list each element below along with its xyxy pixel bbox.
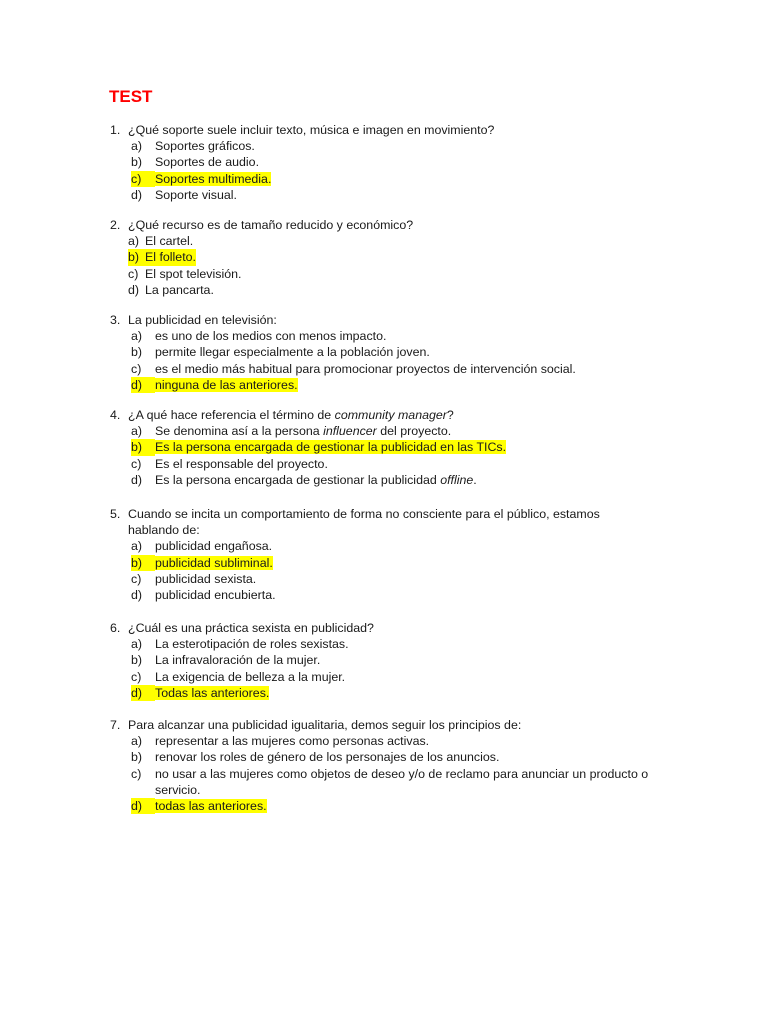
option-letter: b) <box>131 345 143 360</box>
option-text: es el medio más habitual para promocionar proyectos de intervención social. <box>155 361 576 376</box>
answer-option <box>110 733 670 749</box>
option-text: publicidad encubierta. <box>155 588 276 603</box>
answer-option <box>110 361 670 377</box>
option-letter: b) <box>128 250 140 265</box>
option-letter: d) <box>131 798 155 814</box>
answer-option <box>110 456 670 472</box>
option-text: La pancarta. <box>145 282 214 297</box>
answer-option <box>110 571 670 587</box>
option-text: El folleto. <box>145 250 196 265</box>
answer-option <box>110 749 670 765</box>
answer-option-correct <box>110 439 670 455</box>
option-text: Soportes multimedia. <box>155 171 272 186</box>
option-text: Es el responsable del proyecto. <box>155 456 328 471</box>
option-letter: d) <box>131 588 143 603</box>
answer-option <box>110 138 670 154</box>
answer-option-correct <box>110 377 670 393</box>
question-number: 7. <box>110 718 121 732</box>
question-text: ¿Qué soporte suele incluir texto, música e imagen en movimiento? <box>128 123 495 137</box>
answer-option <box>110 766 670 798</box>
question-number: 5. <box>110 507 121 521</box>
question-text: Cuando se incita un comportamiento de forma no consciente para el público, estamos hablando de: <box>128 507 600 538</box>
option-text: ninguna de las anteriores. <box>155 377 298 392</box>
option-letter: a) <box>131 329 143 344</box>
option-text: todas las anteriores. <box>155 799 267 814</box>
option-text: representar a las mujeres como personas activas. <box>155 734 430 749</box>
answer-option <box>110 472 670 488</box>
option-text: renovar los roles de género de los personajes de los anuncios. <box>155 750 500 765</box>
option-text: es uno de los medios con menos impacto. <box>155 329 387 344</box>
option-letter: b) <box>131 555 155 571</box>
question-3 <box>110 312 670 393</box>
option-letter: b) <box>131 439 155 455</box>
option-letter: a) <box>131 424 143 439</box>
answer-option <box>110 652 670 668</box>
option-letter: d) <box>131 472 143 487</box>
question-number: 4. <box>110 408 121 422</box>
option-text: La esterotipación de roles sexistas. <box>155 637 349 652</box>
answer-option <box>110 636 670 652</box>
option-letter: d) <box>128 282 140 297</box>
option-text: no usar a las mujeres como objetos de deseo y/o de reclamo para anunciar un producto o servicio. <box>155 766 649 797</box>
question-7 <box>110 717 670 814</box>
answer-option <box>110 266 670 282</box>
answer-option <box>110 423 670 439</box>
option-letter: c) <box>131 171 155 187</box>
option-text: El spot televisión. <box>145 266 242 281</box>
answer-option-correct <box>110 249 670 265</box>
option-text: Se denomina así a la persona influencer del proyecto. <box>155 424 452 439</box>
option-letter: d) <box>131 187 143 202</box>
option-letter: b) <box>131 750 143 765</box>
answer-option <box>110 669 670 685</box>
answer-option <box>110 233 670 249</box>
option-letter: a) <box>131 539 143 554</box>
option-letter: c) <box>131 361 142 376</box>
question-number: 2. <box>110 218 121 232</box>
question-1 <box>110 122 670 203</box>
question-5 <box>110 506 670 603</box>
question-4 <box>110 407 670 488</box>
question-text: ¿Cuál es una práctica sexista en publicidad? <box>128 621 374 635</box>
question-2 <box>110 217 670 298</box>
option-text: Soporte visual. <box>155 187 237 202</box>
answer-option <box>110 587 670 603</box>
option-letter: c) <box>131 766 142 781</box>
option-text: Soportes gráficos. <box>155 139 255 154</box>
option-text: publicidad sexista. <box>155 571 257 586</box>
option-text: Es la persona encargada de gestionar la publicidad offline. <box>155 472 477 487</box>
question-text: Para alcanzar una publicidad igualitaria, demos seguir los principios de: <box>128 718 522 732</box>
answer-option <box>110 154 670 170</box>
question-text: La publicidad en televisión: <box>128 313 277 327</box>
option-letter: a) <box>131 734 143 749</box>
option-text: Soportes de audio. <box>155 155 260 170</box>
option-text: publicidad subliminal. <box>155 555 273 570</box>
answer-option <box>110 187 670 203</box>
option-text: permite llegar especialmente a la población joven. <box>155 345 430 360</box>
answer-option <box>110 328 670 344</box>
option-letter: c) <box>128 266 139 281</box>
option-letter: d) <box>131 377 155 393</box>
question-text: ¿Qué recurso es de tamaño reducido y económico? <box>128 218 414 232</box>
question-number: 1. <box>110 123 121 137</box>
option-text: La infravaloración de la mujer. <box>155 653 321 668</box>
answer-option-correct <box>110 555 670 571</box>
answer-option <box>110 538 670 554</box>
option-letter: a) <box>131 139 143 154</box>
option-letter: c) <box>131 456 142 471</box>
question-6 <box>110 620 670 701</box>
option-letter: a) <box>131 637 143 652</box>
question-number: 3. <box>110 313 121 327</box>
option-letter: c) <box>131 669 142 684</box>
answer-option <box>110 344 670 360</box>
option-text: Todas las anteriores. <box>155 685 270 700</box>
option-letter: a) <box>128 234 140 249</box>
option-letter: b) <box>131 653 143 668</box>
answer-option <box>110 282 670 298</box>
option-text: La exigencia de belleza a la mujer. <box>155 669 346 684</box>
answer-option-correct <box>110 798 670 814</box>
question-number: 6. <box>110 621 121 635</box>
option-letter: d) <box>131 685 155 701</box>
option-text: Es la persona encargada de gestionar la publicidad en las TICs. <box>155 440 507 455</box>
answer-option-correct <box>110 685 670 701</box>
question-text: ¿A qué hace referencia el término de community manager? <box>128 408 454 422</box>
option-letter: c) <box>131 571 142 586</box>
page-title: TEST <box>109 87 153 106</box>
option-text: publicidad engañosa. <box>155 539 273 554</box>
answer-option-correct <box>110 171 670 187</box>
option-letter: b) <box>131 155 143 170</box>
option-text: El cartel. <box>145 234 194 249</box>
